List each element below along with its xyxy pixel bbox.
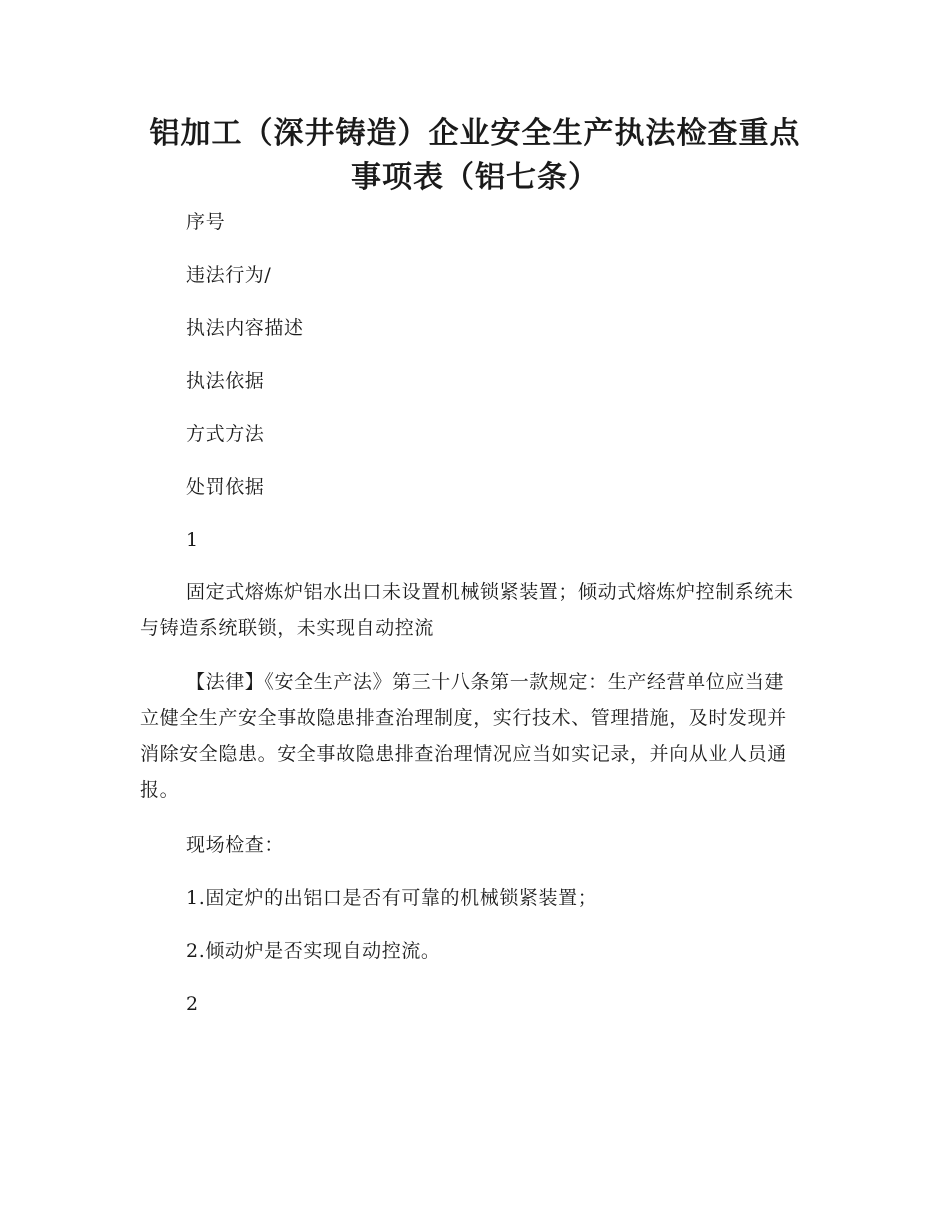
paragraph-inspection-method: 现场检查： <box>186 834 285 856</box>
document-title <box>140 112 810 200</box>
paragraph-item-number-2: 2 <box>186 993 199 1015</box>
paragraph-violation-header: 违法行为/ <box>186 264 272 286</box>
paragraph-inspection-item-1: 1.固定炉的出铝口是否有可靠的机械锁紧装置； <box>186 887 598 909</box>
paragraph-method-header: 方式方法 <box>186 423 265 445</box>
paragraph-legal-basis: 【法律】《安全生产法》第三十八条第一款规定：生产经营单位应当建立健全生产安全事故隐患排查治理制度，实行技术、管理措施，及时发现并消除安全隐患。安全事故隐患排查治理情况应当如实记录，并向从业人员通报。 <box>140 671 787 801</box>
paragraph-item-number-1: 1 <box>186 529 199 551</box>
paragraph-basis-header: 执法依据 <box>186 370 265 392</box>
paragraph-inspection-item-2: 2.倾动炉是否实现自动控流。 <box>186 940 441 962</box>
document-title-line-2: 事项表（铝七条） <box>351 160 599 195</box>
paragraph-penalty-header: 处罚依据 <box>186 476 265 498</box>
document-title-line-1: 铝加工（深井铸造）企业安全生产执法检查重点 <box>149 116 801 151</box>
paragraph-content-header: 执法内容描述 <box>186 317 304 339</box>
paragraph-serial-header: 序号 <box>186 211 226 233</box>
paragraph-violation-description: 固定式熔炼炉铝水出口未设置机械锁紧装置；倾动式熔炼炉控制系统未与铸造系统联锁，未实现自动控流 <box>140 581 794 639</box>
